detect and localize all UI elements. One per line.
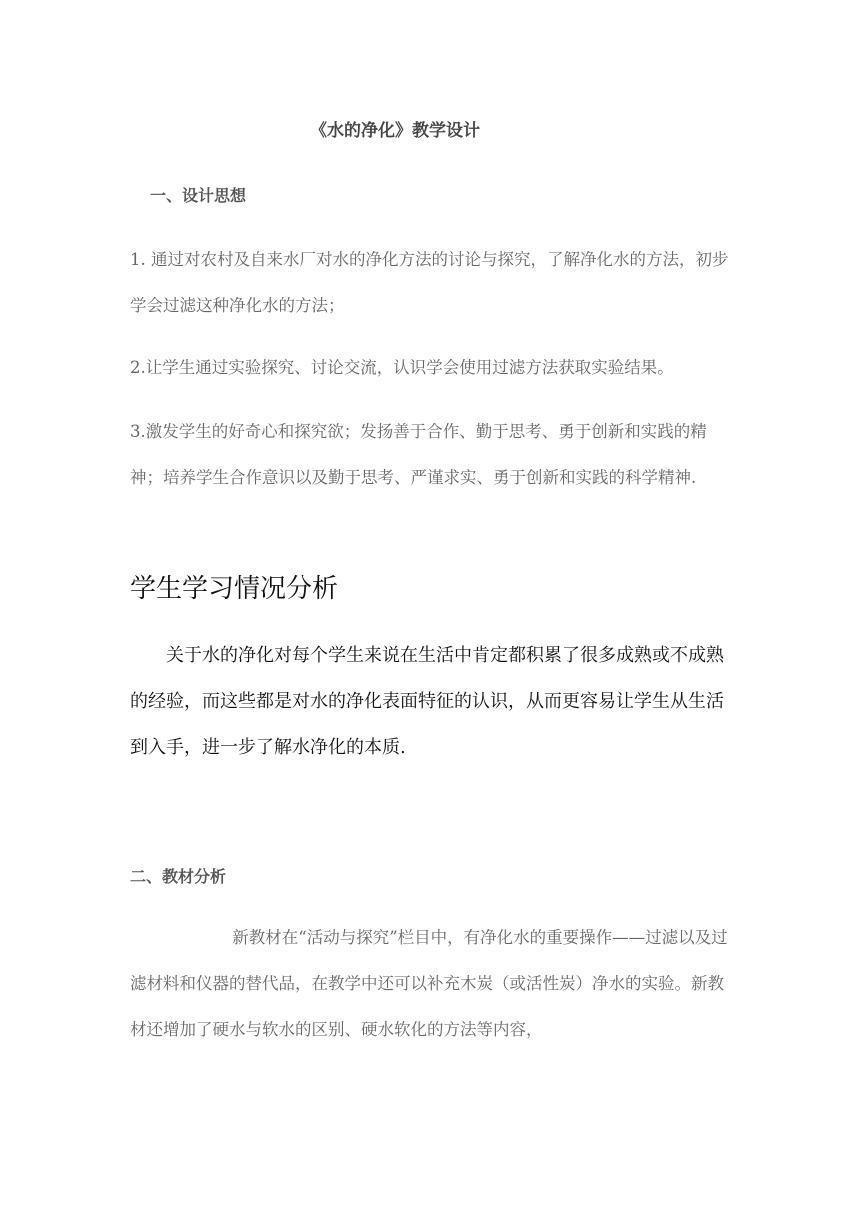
design-item-3: 3.激发学生的好奇心和探究欲；发扬善于合作、勤于思考、勇于创新和实践的精神；培养学生合作意识以及勤于思考、严谨求实、勇于创新和实践的科学精神. [130,422,707,487]
section-heading-design: 一、设计思想 [150,186,247,205]
students-analysis-text: 关于水的净化对每个学生来说在生活中肯定都积累了很多成熟或不成熟的经验，而这些都是对水的净化表面特征的认识，从而更容易让学生从生活到入手，进一步了解水净化的本质. [130,645,724,758]
document-title: 《水的净化》教学设计 [310,121,480,141]
section-heading-students: 学生学习情况分析 [130,574,339,604]
section-heading-textbook: 二、教材分析 [130,867,227,886]
textbook-analysis-text: 新教材在“活动与探究”栏目中，有净化水的重要操作——过滤以及过滤材料和仪器的替代品，在教学中还可以补充木炭（或活性炭）净水的实验。新教材还增加了硬水与软水的区别、硬水软化的方法等内容， [130,928,728,1039]
design-item-1: 1. 通过对农村及自来水厂对水的净化方法的讨论与探究，了解净化水的方法，初步学会过滤这种净化水的方法； [130,250,729,315]
design-item-2: 2.让学生通过实验探究、讨论交流，认识学会使用过滤方法获取实验结果。 [130,358,674,377]
